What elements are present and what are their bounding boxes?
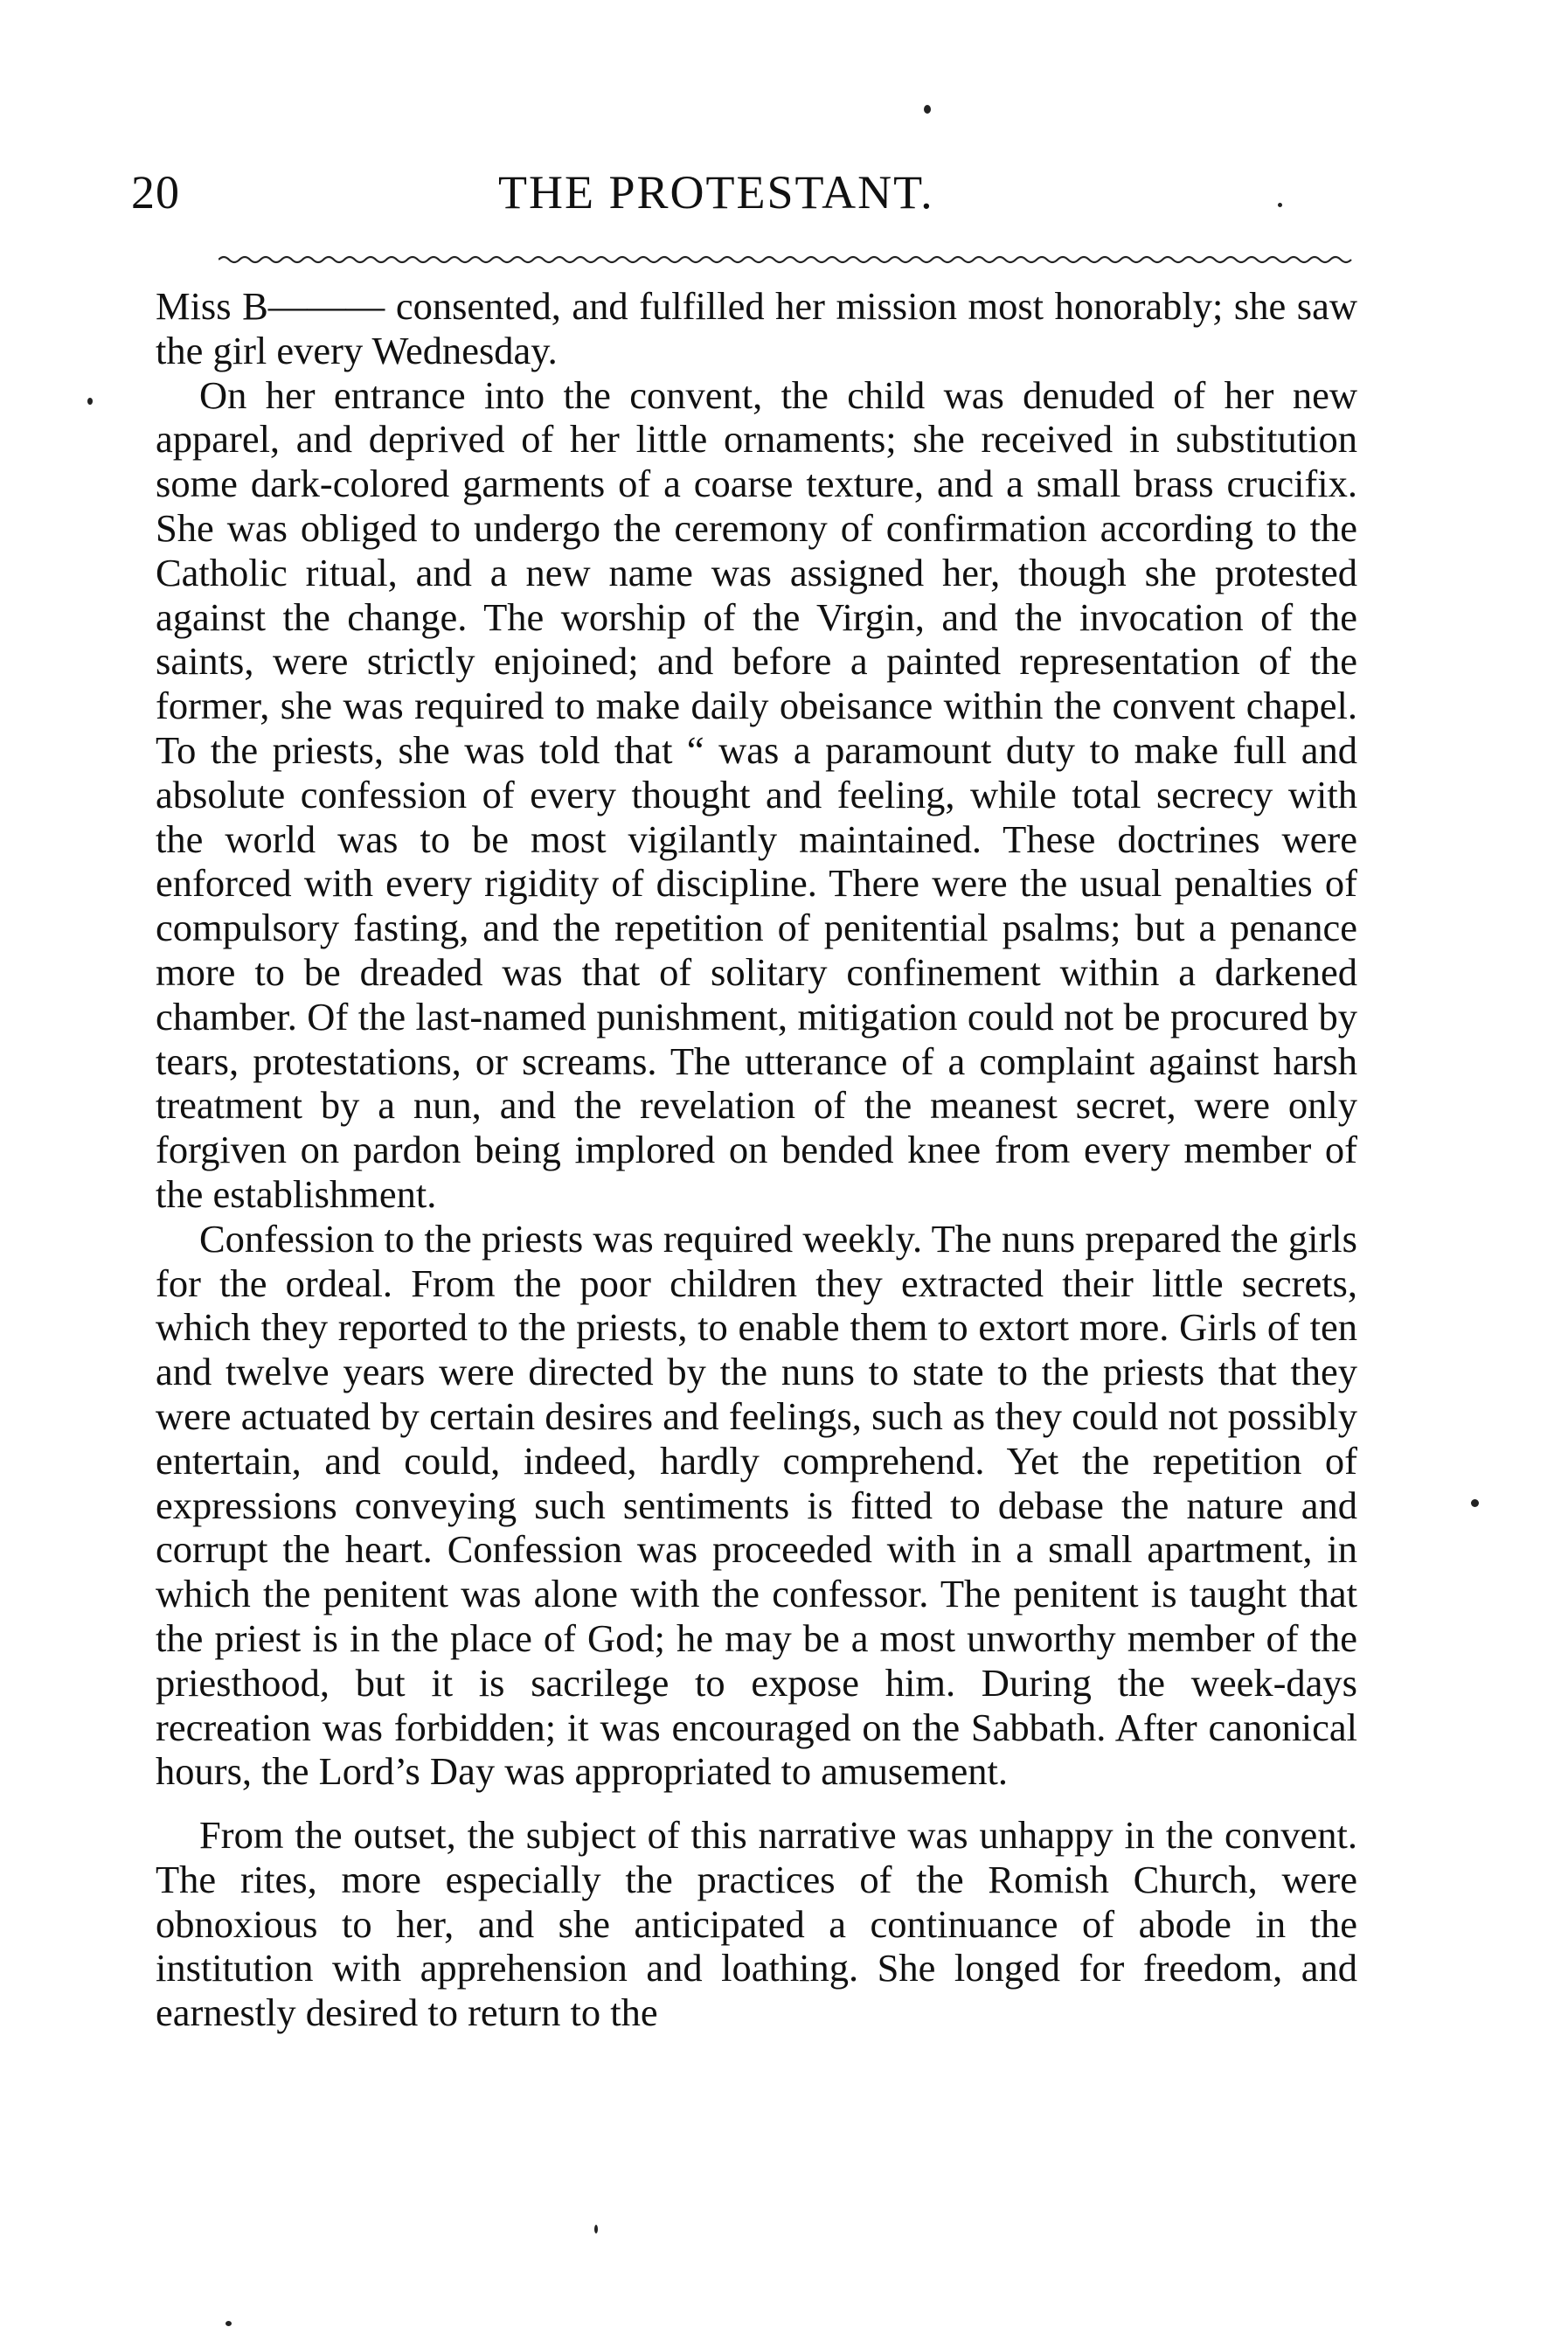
page-number: 20	[131, 166, 180, 219]
ink-speck	[87, 398, 93, 405]
running-title: THE PROTESTANT.	[498, 166, 934, 219]
ink-speck	[924, 105, 931, 114]
paragraph: From the outset, the subject of this narrative was unhappy in the convent. The rites, more especially the practices of the Romish Church, were obnoxious to her, and she anticipated a continuance of abode in the institution with apprehension and loathing. She longed for freedom, and earnestly desired to return to the	[156, 1813, 1357, 2035]
page-header	[131, 157, 1372, 227]
paragraph: Confession to the priests was required weekly. The nuns prepared the girls for the ordeal. From the poor children they extracted their little secrets, which they reported to the priests, to enable them to extort more. Girls of ten and twelve years were directed by the nuns to state to the priests that they were actuated by certain desires and feelings, such as they could not possibly entertain, and could, indeed, hardly comprehend. Yet the repetition of expressions conveying such sentiments is fitted to debase the nature and corrupt the heart. Confession was proceeded with in a small apartment, in which the penitent was alone with the confessor. The penitent is taught that the priest is in the place of God; he may be a most unworthy member of the priesthood, but it is sacrilege to expose him. During the week-days recreation was forbidden; it was encouraged on the Sabbath. After canonical hours, the Lord’s Day was appropriated to amusement.	[156, 1216, 1357, 1794]
paragraph: On her entrance into the convent, the child was denuded of her new apparel, and deprived of her little ornaments; she received in substitution some dark-colored garments of a coarse texture, and a small brass crucifix. She was obliged to undergo the ceremony of confirmation according to the Catholic ritual, and a new name was assigned her, though she protested against the change. The worship of the Virgin, and the invocation of the saints, were strictly enjoined; and before a painted representation of the former, she was required to make daily obeisance within the convent chapel. To the priests, she was told that “ was a paramount duty to make full and absolute confession of every thought and feeling, while total secrecy with the world was to be most vigilantly maintained. These doctrines were enforced with every rigidity of discipline. There were the usual penalties of compulsory fasting, and the repetition of penitential psalms; but a penance more to be dreaded was that of solitary confinement within a darkened chamber. Of the last-named punishment, mitigation could not be procured by tears, protestations, or screams. The utterance of a complaint against harsh treatment by a nun, and the revelation of the meanest secret, were only forgiven on pardon being implored on bended knee from every member of the establishment.	[156, 372, 1357, 1216]
paragraph: Miss B——— consented, and fulfilled her mission most honorably; she saw the girl every Wednesday.	[156, 284, 1357, 372]
ink-speck	[225, 2321, 232, 2326]
header-wavy-rule	[219, 254, 1355, 266]
ink-speck	[1471, 1499, 1479, 1507]
body-text	[156, 284, 1357, 2035]
ink-speck	[594, 2225, 598, 2233]
